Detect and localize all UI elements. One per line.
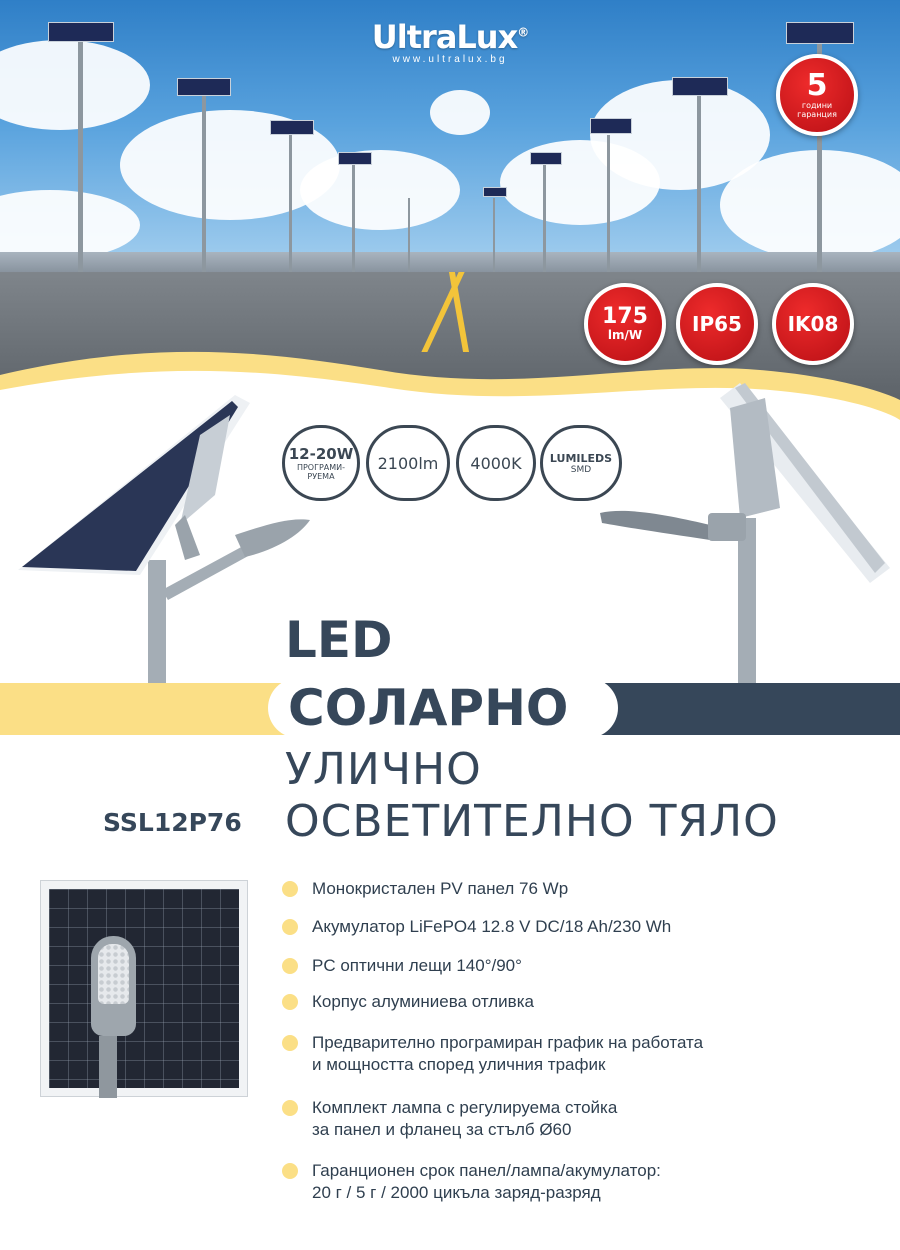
spec-power-main: 12-20W (288, 445, 354, 463)
warranty-badge (776, 54, 858, 136)
feature-item (282, 1032, 703, 1076)
spec-led-source-sub: SMD (570, 464, 592, 475)
brand-reg: ® (517, 25, 529, 40)
feature-text: Предварително програмиран график на работата и мощността според уличния трафик (312, 1033, 704, 1074)
title-line1: LED (285, 611, 393, 669)
street-pole (408, 198, 410, 272)
solar-panel (270, 120, 314, 135)
title-band-dark (600, 683, 900, 735)
brand-website: www.ultralux.bg (392, 54, 508, 65)
ik-rating-value: IK08 (787, 312, 839, 336)
street-pole (78, 40, 83, 272)
spec-led-source (540, 425, 622, 501)
ip-rating-value: IP65 (692, 312, 742, 336)
feature-item (282, 1160, 661, 1204)
street-pole (352, 165, 355, 272)
bullet-dot (282, 994, 298, 1010)
warranty-line2: гаранция (797, 110, 837, 119)
spec-power-sub1: ПРОГРАМИ- (296, 463, 346, 472)
spec-lumen-main: 2100lm (377, 453, 439, 473)
bullet-dot (282, 1163, 298, 1179)
solar-panel (48, 22, 114, 42)
efficacy-value: 175 (602, 304, 648, 329)
solar-panel (530, 152, 562, 165)
solar-panel (786, 22, 854, 44)
lamp-front-illustration (0, 385, 330, 685)
spec-cct (456, 425, 536, 501)
feature-item (282, 878, 568, 900)
product-photo (40, 880, 248, 1097)
solar-panel (590, 118, 632, 134)
street-pole (202, 95, 206, 272)
brand-logo (355, 18, 545, 65)
feature-item (282, 955, 522, 977)
model-number: SSL12P76 (103, 808, 242, 837)
cloud (430, 90, 490, 135)
title-line2: СОЛАРНО (268, 678, 618, 738)
feature-text: Гаранционен срок панел/лампа/акумулатор: 20 г / 5 г / 2000 цикъла заряд-разряд (312, 1161, 661, 1202)
feature-text: Монокристален PV панел 76 Wp (312, 879, 569, 898)
title-line4: ОСВЕТИТЕЛНО ТЯЛО (285, 796, 779, 847)
solar-panel (338, 152, 372, 165)
street-pole (607, 135, 610, 272)
lamp-back-illustration (590, 378, 900, 688)
title-line3: УЛИЧНО (285, 744, 482, 795)
bullet-dot (282, 881, 298, 897)
feature-item (282, 916, 671, 938)
warranty-line1: години (801, 101, 833, 110)
solar-panel (483, 187, 507, 197)
street-pole (543, 165, 546, 272)
spec-cct-main: 4000K (470, 453, 522, 473)
street-pole (289, 135, 292, 272)
solar-panel-grid (49, 889, 239, 1088)
lamp-head (91, 936, 136, 1036)
warranty-number: 5 (806, 68, 828, 103)
brand-name: UltraLux (371, 18, 518, 56)
feature-text: PC оптични лещи 140°/90° (312, 956, 522, 975)
spec-power-sub2: РУЕМА (307, 472, 335, 481)
street-pole (697, 95, 701, 272)
efficacy-unit: lm/W (607, 328, 643, 342)
cloud (300, 150, 460, 230)
bullet-dot (282, 1100, 298, 1116)
street-pole (493, 198, 495, 272)
spec-lumen (366, 425, 450, 501)
spec-led-source-main: LUMILEDS (549, 451, 613, 465)
feature-text: Комплект лампа с регулируема стойка за панел и фланец за стълб Ø60 (312, 1098, 618, 1139)
feature-item (282, 1097, 617, 1141)
feature-text: Корпус алуминиева отливка (312, 992, 534, 1011)
bullet-dot (282, 919, 298, 935)
led-array (98, 944, 129, 1004)
spec-power (282, 425, 360, 501)
feature-text: Акумулатор LiFePO4 12.8 V DC/18 Ah/230 Wh (312, 917, 672, 936)
solar-panel (672, 77, 728, 96)
bullet-dot (282, 1035, 298, 1051)
feature-item (282, 991, 534, 1013)
lamp-bracket (99, 1036, 117, 1098)
solar-panel (177, 78, 231, 96)
bullet-dot (282, 958, 298, 974)
